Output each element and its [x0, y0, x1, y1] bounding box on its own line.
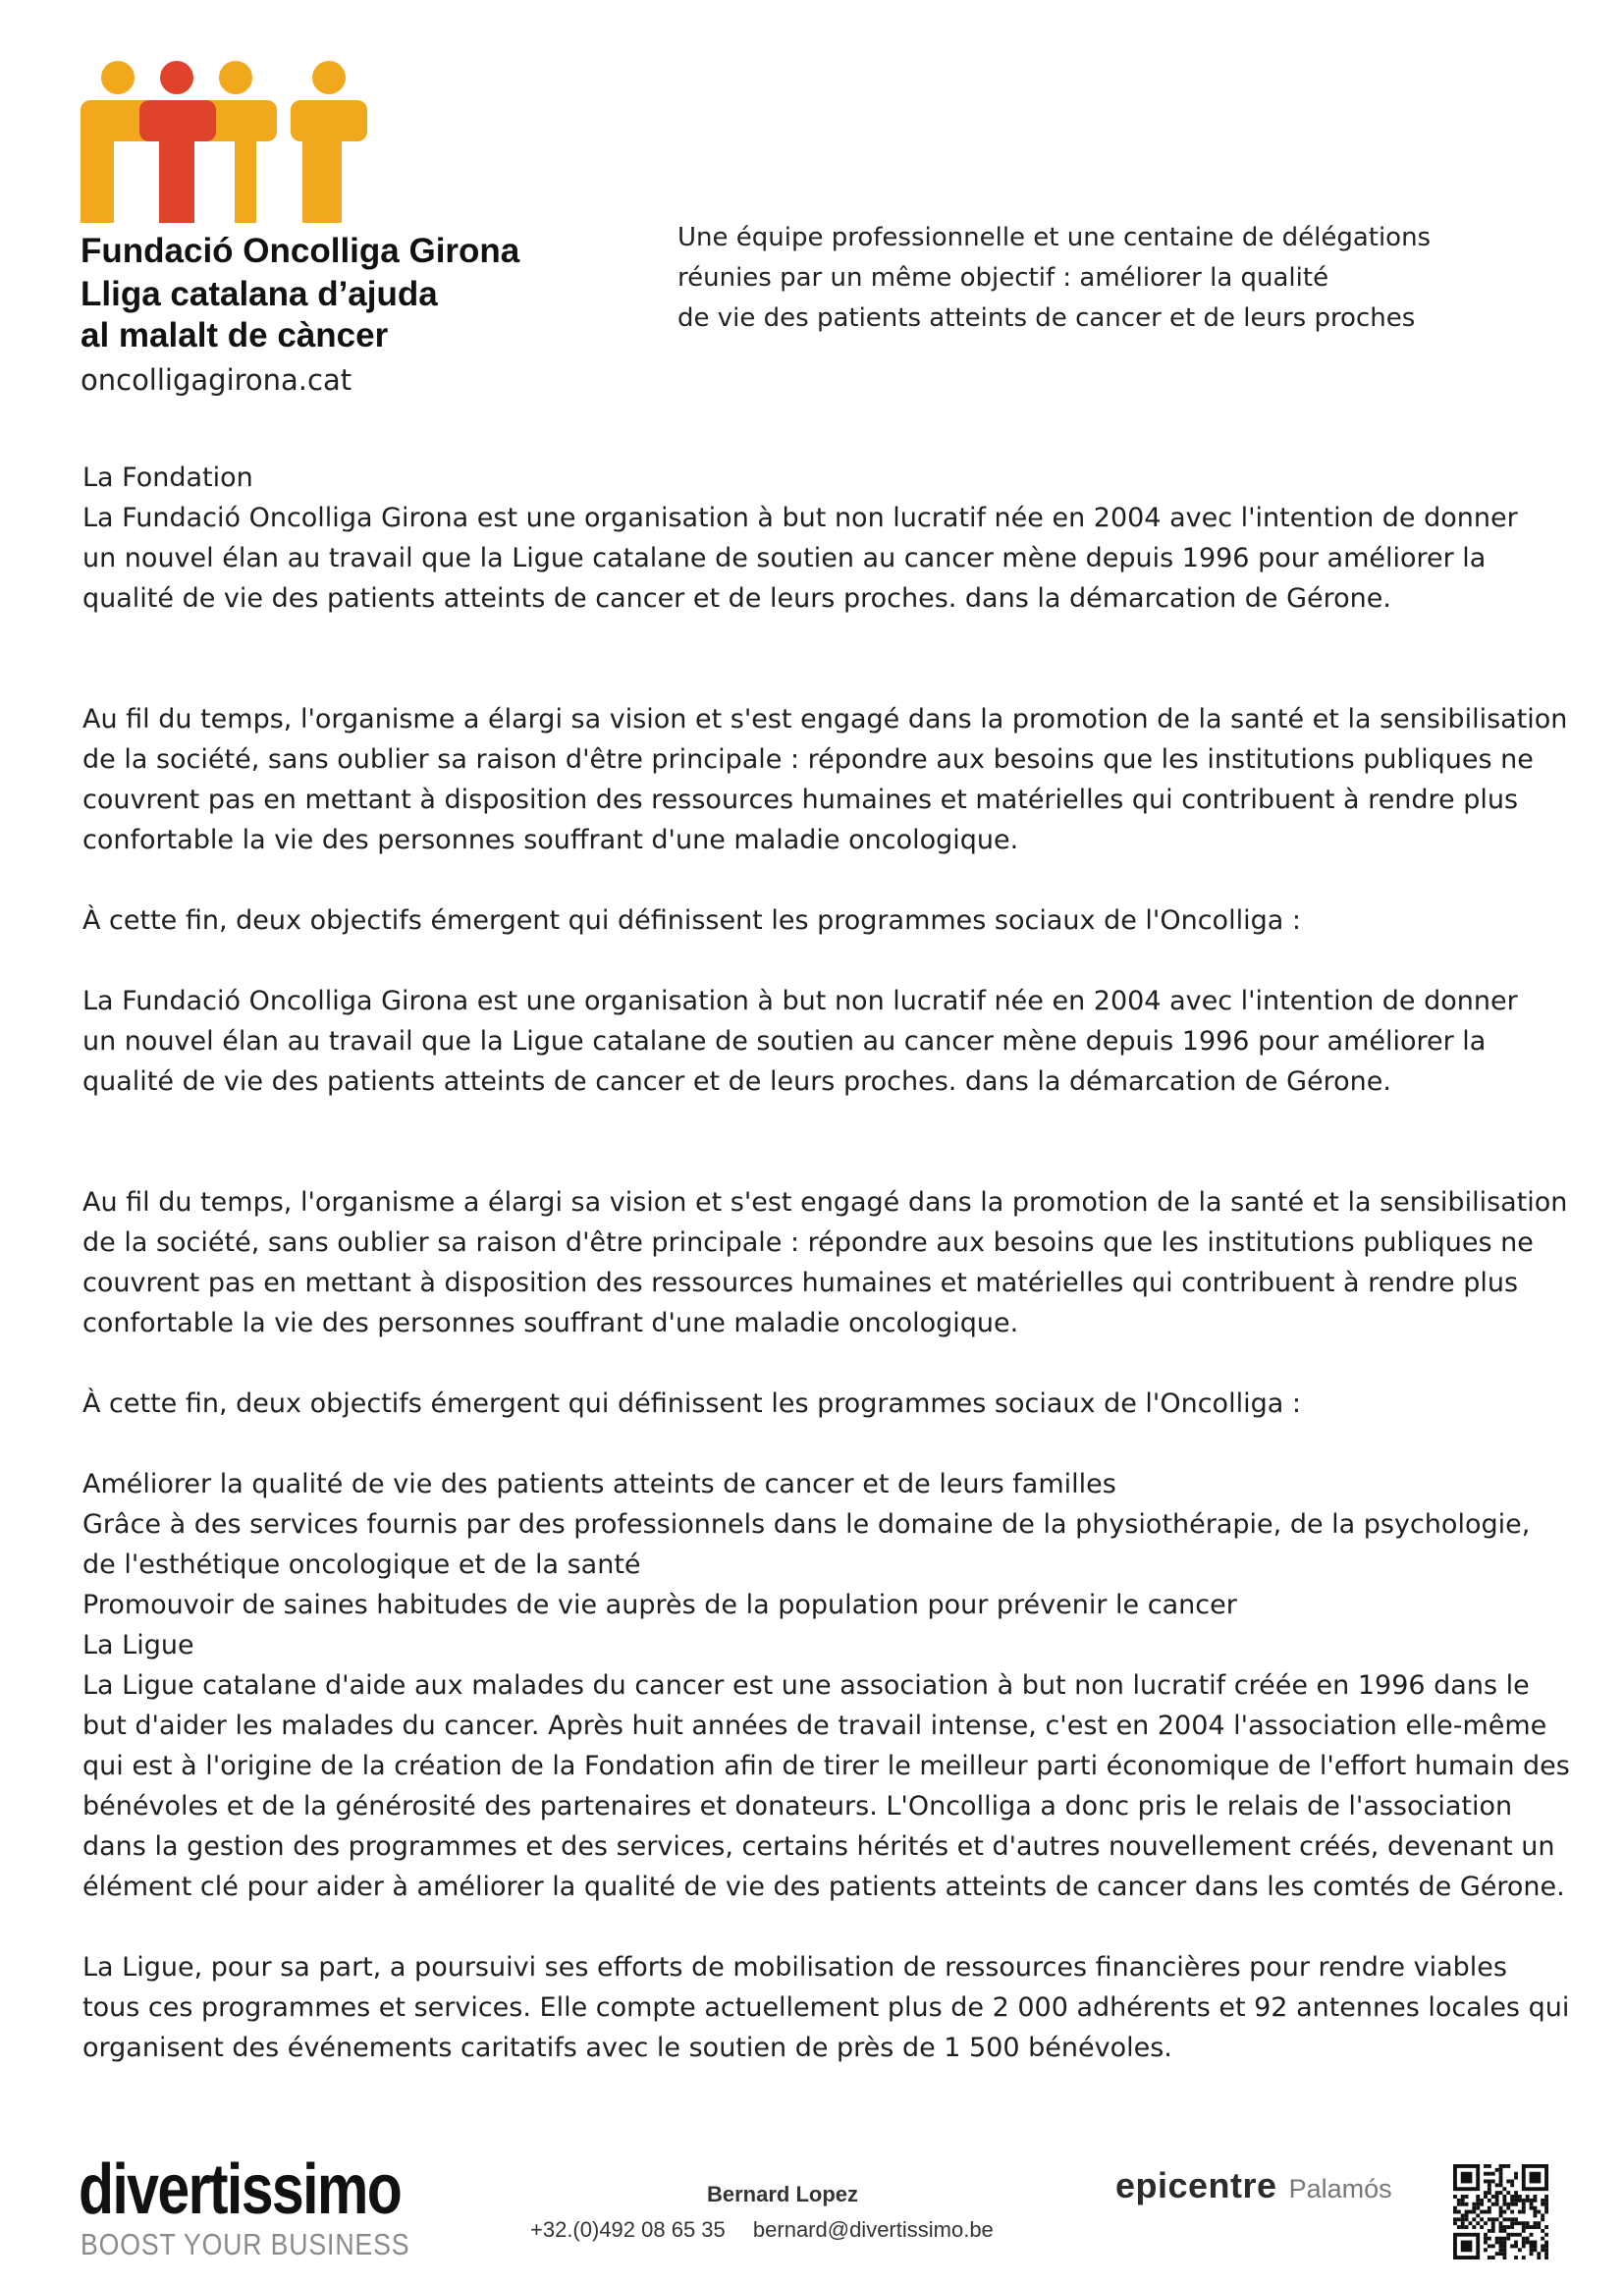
contact-phone: +32.(0)492 08 65 35 — [530, 2217, 726, 2242]
body-line: qualité de vie des patients atteints de cancer et de leurs proches. dans la démarcation de Gérone. — [82, 583, 1391, 614]
body-line: À cette fin, deux objectifs émergent qui définissent les programmes sociaux de l'Oncolliga : — [82, 1388, 1301, 1419]
body-line: de l'esthétique oncologique et de la santé — [82, 1550, 641, 1580]
tagline-line: de vie des patients atteints de cancer et de leurs proches — [677, 303, 1416, 333]
body-line: À cette fin, deux objectifs émergent qui définissent les programmes sociaux de l'Oncolliga : — [82, 905, 1301, 936]
body-line: Au fil du temps, l'organisme a élargi sa vision et s'est engagé dans la promotion de la santé et la sensibilisation — [82, 704, 1568, 734]
body-line: un nouvel élan au travail que la Ligue catalane de soutien au cancer mène depuis 1996 pour améliorer la — [82, 543, 1487, 573]
body-line: couvrent pas en mettant à disposition des ressources humaines et matérielles qui contribuent à rendre plus — [82, 1268, 1519, 1298]
body-line: un nouvel élan au travail que la Ligue catalane de soutien au cancer mène depuis 1996 pour améliorer la — [82, 1026, 1487, 1057]
contact-name: Bernard Lopez — [707, 2182, 859, 2206]
body-line: La Ligue catalane d'aide aux malades du cancer est une association à but non lucratif créée en 1996 dans le — [82, 1670, 1530, 1701]
body-line: La Ligue, pour sa part, a poursuivi ses efforts de mobilisation de ressources financières pour rendre viables — [82, 1952, 1507, 1983]
body-line: La Ligue — [82, 1630, 194, 1660]
qr-code-icon — [1453, 2164, 1548, 2259]
epicentre-place: Palamós — [1288, 2174, 1392, 2203]
org-name-line1: Fundació Oncolliga Girona — [81, 232, 520, 270]
paragraph-gap — [82, 860, 1565, 900]
org-name-line3: al malalt de càncer — [81, 316, 389, 354]
paragraph-gap — [82, 1424, 1565, 1464]
body-line: dans la gestion des programmes et des services, certains hérités et d'autres nouvellement créés, devenant un — [82, 1831, 1555, 1862]
body-line: tous ces programmes et services. Elle compte actuellement plus de 2 000 adhérents et 92 antennes locales qui — [82, 1992, 1570, 2023]
contact-details — [530, 2217, 994, 2243]
paragraph-gap — [82, 1102, 1565, 1142]
paragraph-gap — [82, 1142, 1565, 1182]
body-line: élément clé pour aider à améliorer la qualité de vie des patients atteints de cancer dans les comtés de Gérone. — [82, 1872, 1565, 1902]
body-line: organisent des événements caritatifs avec le soutien de près de 1 500 bénévoles. — [82, 2033, 1172, 2063]
body-line: Grâce à des services fournis par des professionnels dans le domaine de la physiothérapie, de la psychologie, — [82, 1509, 1531, 1540]
body-line: de la société, sans oublier sa raison d'être principale : répondre aux besoins que les institutions publiques ne — [82, 1227, 1534, 1258]
body-line: de la société, sans oublier sa raison d'être principale : répondre aux besoins que les institutions publiques ne — [82, 744, 1534, 775]
divertissimo-tagline: BOOST YOUR BUSINESS — [81, 2227, 410, 2261]
header-tagline — [677, 218, 1432, 339]
body-line: La Fondation — [82, 462, 253, 493]
org-name-line2: Lliga catalana d’ajuda — [81, 275, 438, 313]
body-line: La Fundació Oncolliga Girona est une organisation à but non lucratif née en 2004 avec l'intention de donner — [82, 503, 1518, 533]
tagline-line: réunies par un même objectif : améliorer la qualité — [677, 263, 1329, 293]
epicentre-wordmark: epicentre — [1115, 2165, 1277, 2205]
paragraph-gap — [82, 619, 1565, 659]
paragraph-gap — [82, 659, 1565, 699]
body-line: Promouvoir de saines habitudes de vie auprès de la population pour prévenir le cancer — [82, 1590, 1237, 1620]
body-line: qui est à l'origine de la création de la Fondation afin de tirer le meilleur parti économique de l'effort humain des — [82, 1751, 1570, 1781]
document-body — [82, 458, 1570, 2068]
body-line: but d'aider les malades du cancer. Après huit années de travail intense, c'est en 2004 l'association elle-même — [82, 1711, 1547, 1741]
paragraph-gap — [82, 941, 1565, 981]
body-line: confortable la vie des personnes souffrant d'une maladie oncologique. — [82, 1308, 1019, 1338]
tagline-line: Une équipe professionnelle et une centaine de délégations — [677, 223, 1432, 252]
body-line: confortable la vie des personnes souffrant d'une maladie oncologique. — [82, 825, 1019, 855]
contact-email[interactable]: bernard@divertissimo.be — [752, 2217, 994, 2242]
body-line: Au fil du temps, l'organisme a élargi sa vision et s'est engagé dans la promotion de la santé et la sensibilisation — [82, 1187, 1568, 1218]
body-line: La Fundació Oncolliga Girona est une organisation à but non lucratif née en 2004 avec l'intention de donner — [82, 986, 1518, 1016]
paragraph-gap — [82, 1907, 1565, 1947]
divertissimo-logo: divertissimo — [79, 2150, 402, 2229]
body-line: bénévoles et de la générosité des partenaires et donateurs. L'Oncolliga a donc pris le relais de l'association — [82, 1791, 1513, 1822]
paragraph-gap — [82, 1343, 1565, 1384]
epicentre-logo — [1115, 2165, 1392, 2206]
org-website: oncolligagirona.cat — [81, 363, 352, 397]
body-line: couvrent pas en mettant à disposition des ressources humaines et matérielles qui contribuent à rendre plus — [82, 785, 1519, 815]
oncolliga-people-logo — [81, 61, 367, 223]
body-line: qualité de vie des patients atteints de cancer et de leurs proches. dans la démarcation de Gérone. — [82, 1066, 1391, 1097]
body-line: Améliorer la qualité de vie des patients atteints de cancer et de leurs familles — [82, 1469, 1116, 1499]
